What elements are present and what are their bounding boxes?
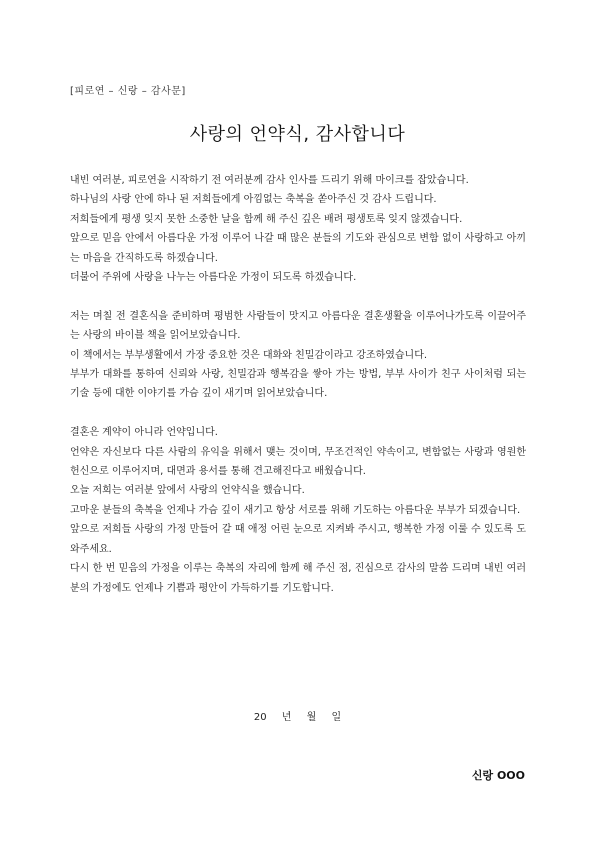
document-title: 사랑의 언약식, 감사합니다 <box>189 124 406 145</box>
paragraph: 더불어 주위에 사랑을 나누는 아름다운 가정이 되도록 하겠습니다. <box>70 272 357 284</box>
paragraph: 언약은 자신보다 다른 사람의 유익을 위해서 맺는 것이며, 무조건적인 약속이고, 변함없는 사랑과 영원한 헌신으로 이루어지며, 대면과 용서를 통해 견고해진다고 배웠습니다. <box>70 446 526 478</box>
document-category: [피로연 – 신랑 – 감사문] <box>70 86 186 97</box>
paragraph: 결혼은 계약이 아니라 언약입니다. <box>70 427 218 439</box>
paragraph: 고마운 분들의 축복을 언제나 가슴 깊이 새기고 항상 서로를 위해 기도하는 아름다운 부부가 되겠습니다. <box>70 504 521 516</box>
paragraph: 오늘 저희는 여러분 앞에서 사랑의 언약식을 했습니다. <box>70 485 305 497</box>
paragraph: 앞으로 믿음 안에서 아름다운 가정 이루어 나갈 때 많은 분들의 기도와 관심으로 변함 없이 사랑하고 아끼는 마음을 간직하도록 하겠습니다. <box>70 233 526 264</box>
paragraph: 저는 며칠 전 결혼식을 준비하며 평범한 사람들이 맛지고 아름다운 결혼생활을 이루어나가도록 이끌어주는 사랑의 바이블 책을 읽어보았습니다. <box>70 310 526 342</box>
paragraph-spacer <box>70 404 526 423</box>
paragraph: 부부가 대화를 통하여 신뢰와 사랑, 친밀감과 행복감을 쌓아 가는 방법, 부부 사이가 친구 사이처럼 되는 기술 등에 대한 이야기를 가슴 깊이 새기며 읽어보았습니다. <box>70 369 526 400</box>
paragraph-spacer <box>70 287 526 306</box>
paragraph: 다시 한 번 믿음의 가정을 이루는 축복의 자리에 함께 해 주신 점, 진심으로 감사의 말씀 드리며 내빈 여러분의 가정에도 언제나 기쁨과 평안이 가득하기를 기도합니다. <box>70 563 526 594</box>
paragraph: 저희들에게 평생 잊지 못한 소중한 날을 함께 해 주신 깊은 배려 평생토록 잊지 않겠습니다. <box>70 213 463 225</box>
groom-signature: 신랑 OOO <box>471 769 525 782</box>
paragraph: 이 책에서는 부부생활에서 가장 중요한 것은 대화와 친밀감이라고 강조하였습니다. <box>70 349 428 361</box>
paragraph: 하나님의 사랑 안에 하나 된 저희들에게 아낌없는 축복을 쏟아주신 것 감사 드립니다. <box>70 194 437 206</box>
paragraph: 앞으로 저희들 사랑의 가정 만들어 갈 때 애정 어린 눈으로 지켜봐 주시고, 행복한 가정 이룰 수 있도록 도와주세요. <box>70 524 526 555</box>
paragraph: 내빈 여러분, 피로연을 시작하기 전 여러분께 감사 인사를 드리기 위해 마이크를 잡았습니다. <box>70 175 469 186</box>
document-body <box>70 171 526 598</box>
date-line: 20 년 월 일 <box>253 712 342 723</box>
